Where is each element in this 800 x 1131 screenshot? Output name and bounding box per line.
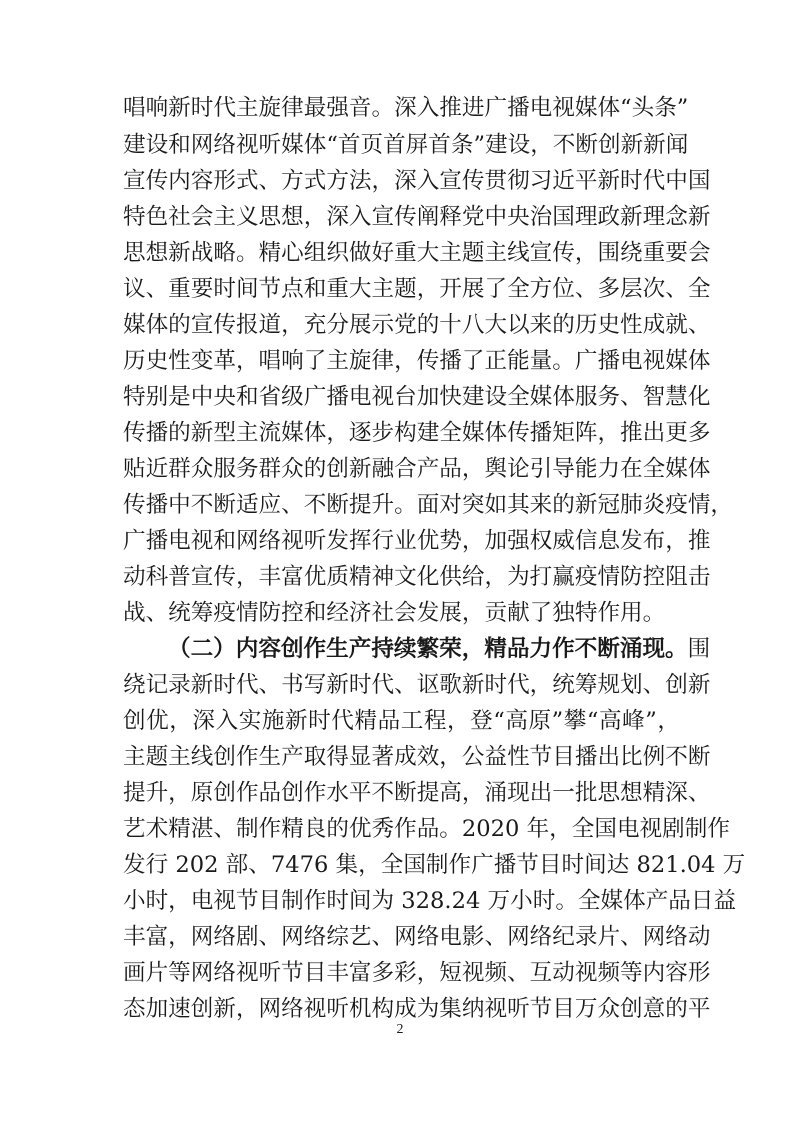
text-line: 传播中不断适应、不断提升。面对突如其来的新冠肺炎疫情， — [123, 492, 734, 518]
text-line: 创优，深入实施新时代精品工程，登“高原”攀“高峰”， — [123, 708, 680, 734]
text-line: 动科普宣传，丰富优质精神文化供给，为打赢疫情防控阻击 — [123, 564, 711, 590]
text-line: 思想新战略。精心组织做好重大主题主线宣传，围绕重要会 — [123, 240, 711, 266]
text-line: 特色社会主义思想，深入宣传阐释党中央治国理政新理念新 — [123, 204, 711, 230]
text-line: 画片等网络视听节目丰富多彩，短视频、互动视频等内容形 — [123, 960, 711, 986]
text-line: 唱响新时代主旋律最强音。深入推进广播电视媒体“头条” — [123, 95, 689, 121]
text-line: 小时，电视节目制作时间为 328.24 万小时。全媒体产品日益 — [123, 888, 737, 914]
text-line: 贴近群众服务群众的创新融合产品，舆论引导能力在全媒体 — [123, 456, 711, 482]
text-line: 丰富，网络剧、网络综艺、网络电影、网络纪录片、网络动 — [123, 924, 711, 950]
text-line: 建设和网络视听媒体“首页首屏首条”建设，不断创新新闻 — [123, 132, 689, 158]
text-line: 广播电视和网络视听发挥行业优势，加强权威信息发布，推 — [123, 528, 711, 554]
text-line: 绕记录新时代、书写新时代、讴歌新时代，统筹规划、创新 — [123, 672, 711, 698]
text-line: 议、重要时间节点和重大主题，开展了全方位、多层次、全 — [123, 276, 711, 302]
section-heading-line — [168, 634, 711, 664]
text-line: 提升，原创作品创作水平不断提高，涌现出一批思想精深、 — [123, 780, 711, 806]
text-line: 艺术精湛、制作精良的优秀作品。2020 年，全国电视剧制作 — [123, 816, 730, 842]
text-fragment: 围 — [687, 636, 711, 662]
section-heading: （二）内容创作生产持续繁荣，精品力作不断涌现。 — [168, 636, 688, 662]
text-line: 发行 202 部、7476 集，全国制作广播节目时间达 821.04 万 — [123, 852, 746, 878]
text-line: 传播的新型主流媒体，逐步构建全媒体传播矩阵，推出更多 — [123, 420, 711, 446]
text-line: 战、统筹疫情防控和经济社会发展，贡献了独特作用。 — [123, 600, 666, 626]
page-number: 2 — [396, 1022, 404, 1037]
text-line: 主题主线创作生产取得显著成效，公益性节目播出比例不断 — [123, 744, 711, 770]
text-line: 媒体的宣传报道，充分展示党的十八大以来的历史性成就、 — [123, 312, 711, 338]
text-line: 态加速创新，网络视听机构成为集纳视听节目万众创意的平 — [123, 996, 711, 1022]
text-line: 历史性变革，唱响了主旋律，传播了正能量。广播电视媒体 — [123, 348, 711, 374]
text-line: 宣传内容形式、方式方法，深入宣传贯彻习近平新时代中国 — [123, 168, 711, 194]
text-line: 特别是中央和省级广播电视台加快建设全媒体服务、智慧化 — [123, 384, 711, 410]
